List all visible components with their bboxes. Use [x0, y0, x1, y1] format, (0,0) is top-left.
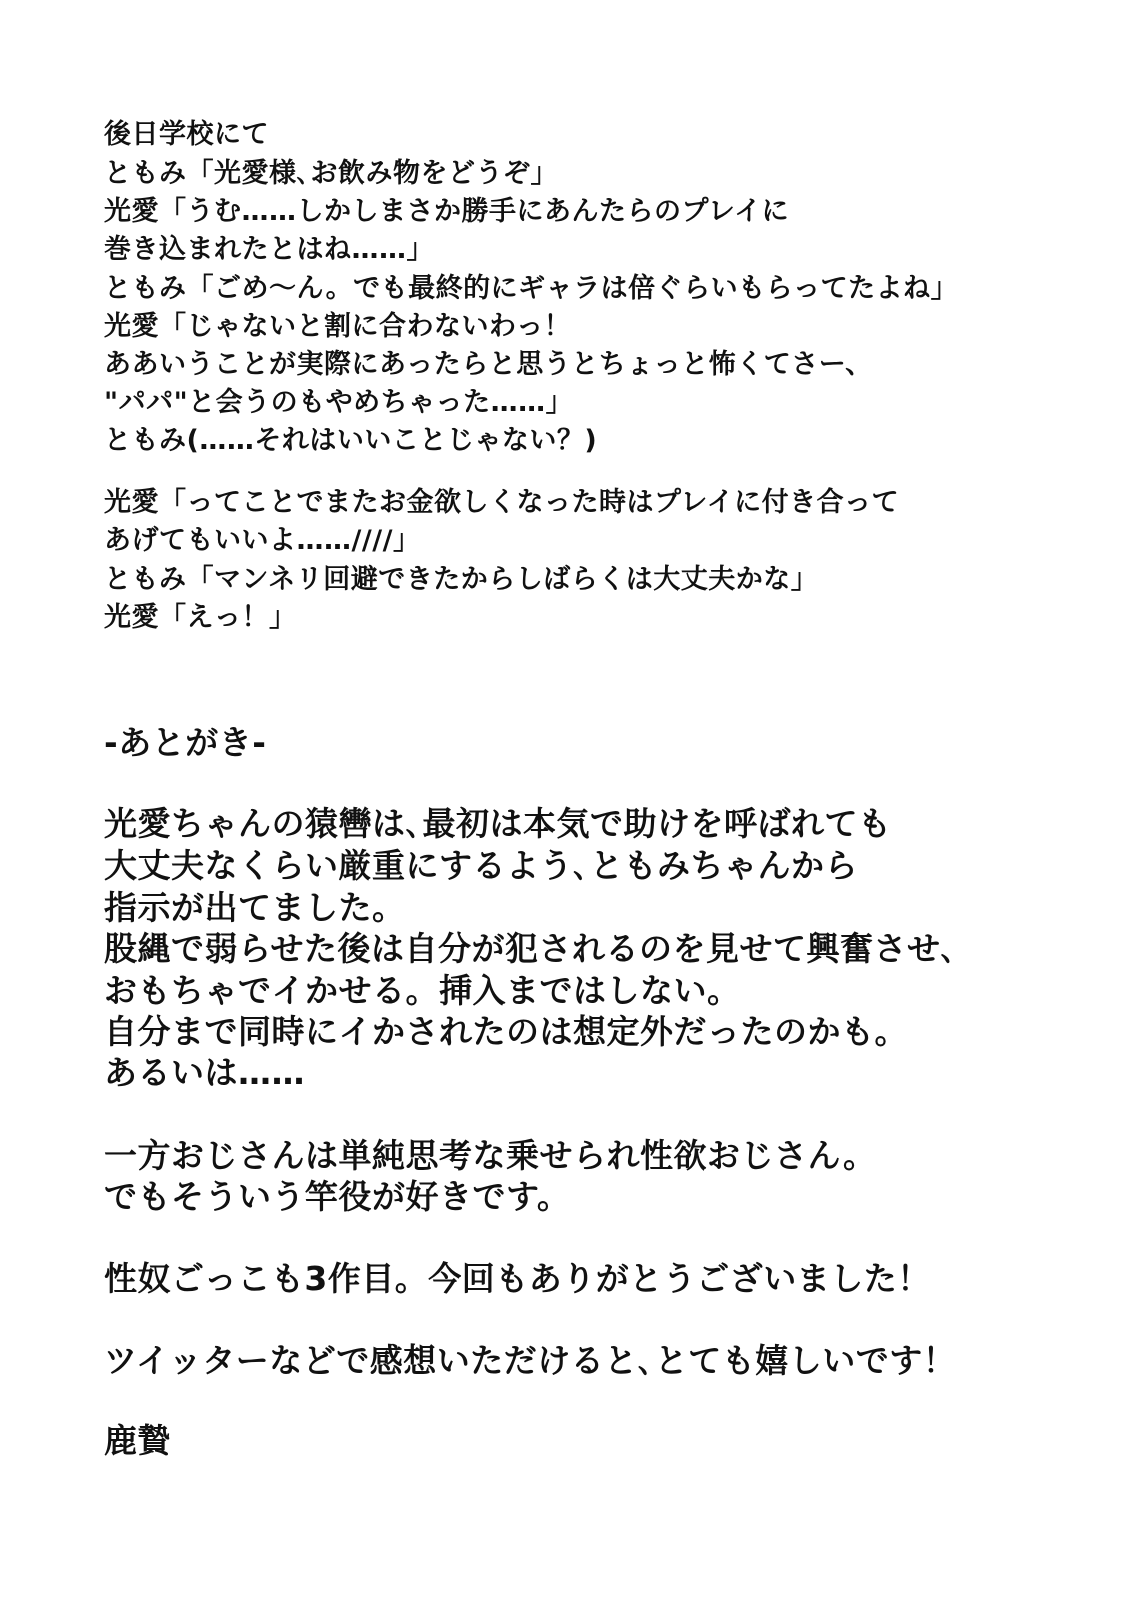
afterword-line: 性奴ごっこも3作目。今回もありがとうございました！: [104, 1259, 931, 1298]
afterword-line: あるいは……: [104, 1053, 305, 1092]
afterword-line: 光愛ちゃんの猿轡は､最初は本気で助けを呼ばれても: [104, 804, 892, 843]
story-line: あげてもいいよ……////」: [104, 525, 421, 556]
story-line: ともみ(……それはいいことじゃない？): [104, 425, 598, 456]
afterword-line: 大丈夫なくらい厳重にするよう､ともみちゃんから: [104, 846, 858, 885]
afterword-line: でもそういう竿役が好きです。: [104, 1177, 571, 1216]
afterword-line: ツイッターなどで感想いただけると､とても嬉しいです！: [104, 1341, 957, 1380]
story-line: 光愛「うむ……しかしまさか勝手にあんたらのプレイに: [104, 196, 790, 227]
story-line: 巻き込まれたとはね……」: [104, 234, 434, 265]
story-line: 光愛「えっ！」: [104, 602, 297, 633]
afterword-line: 一方おじさんは単純思考な乗せられ性欲おじさん。: [104, 1136, 877, 1175]
afterword-line: 指示が出てました。: [104, 888, 406, 927]
afterword-line: おもちゃでイかせる。挿入まではしない。: [104, 971, 741, 1010]
story-line: ともみ「光愛様､お飲み物をどうぞ」: [104, 158, 558, 189]
signature: 鹿贄: [104, 1421, 171, 1460]
afterword-heading: -あとがき-: [104, 723, 267, 762]
story-line: ともみ「マンネリ回避できたからしばらくは大丈夫かな」: [104, 564, 819, 595]
afterword-line: 自分まで同時にイかされたのは想定外だったのかも。: [104, 1012, 908, 1051]
story-line: 光愛「じゃないと割に合わないわっ！: [104, 311, 572, 342]
story-line: 光愛「ってことでまたお金欲しくなった時はプレイに付き合って: [104, 487, 900, 518]
story-line: 後日学校にて: [104, 119, 269, 150]
story-line: ああいうことが実際にあったらと思うとちょっと怖くてさー、: [104, 349, 873, 380]
story-line: ともみ「ごめ〜ん。でも最終的にギャラは倍ぐらいもらってたよね」: [104, 273, 959, 304]
afterword-line: 股縄で弱らせた後は自分が犯されるのを見せて興奮させ､: [104, 929, 958, 968]
story-line: "パパ"と会うのもやめちゃった……」: [104, 387, 574, 418]
